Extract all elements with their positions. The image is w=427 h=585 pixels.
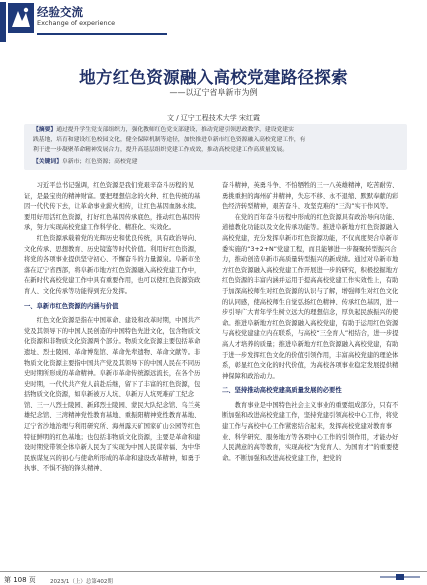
paragraph: 在党的百年奋斗历程中形成的红色资源具有政治导向功能、道德教化功能以及文化传承功能等。推进阜新地方红色资源融入高校党建，充分发挥阜新市红色资源功能，不仅真度契合阜新市委实施的“3+2+N”党建工程，而且能够进一步凝聚转型振兴合力，推动创造阜新市高质量转型振兴的新成绩。通过对阜新市地方红色资源融入高校党建工作开展进一步的研究，积极挖掘地方红色资源的丰富内涵并运用于提高高校党建工作实效性上，有助于加深高校师生对红色资源的认识与了解，增强师生对红色文化的认同感，使高校师生自觉弘扬红色精神、传承红色基因，进一步引导广大青年学生树立远大的理想信念，厚负起民族振兴的使命。推进阜新地方红色资源融入高校党建，有助于运用红色资源与高校党建建立内在联系，与高校“三全育人”相结合，进一步提高人才培养的质量；推进阜新地方红色资源融入高校党建，有助于进一步发挥红色文化的价值引领作用，丰富高校党建的理论体系，彰显红色文化的时代价值，为高校各项事业稳定发展提供精神保障和政治动力。 — [222, 213, 399, 380]
header-rule — [37, 33, 167, 35]
paragraph: 奋斗精神，英勇斗争、不怕牺牲的三一八英雄精神，吃苦耐劳、勇挑重担的海州矿井精神，失忘不移、永不退缩、默默奉献的彩色经济转型精神，艰苦奋斗、攻坚克难的“三沟”实干作风等。 — [222, 182, 399, 211]
paragraph: 红色文化资源是指在中国革命、建设和改革时期，中国共产党及其领导下的中国人民创造的中国特色先进文化，包含物质文化资源和非物质文化资源两个部分。物质文化资源主要包括革命遗址、烈士陵园、革命博览馆、革命先辈遗物、革命文献等。非物质文化资源主要指中国共产党及其领导下的中国人民在不同历史时期所形成的革命精神。阜新市革命传统源远流长，在各个历史时期，一代代共产党人前赴后继，留下了丰富的红色资源，包括物质文化资源，如阜新被万人坑、阜新万人坑死难矿工纪念馆、三一八烈士陵园、新邱烈士陵园、蒙民大队纪念馆、乌兰英雄纪念馆、三湾精神党性教育基地、重振阳精神党性教育基地、辽宁省沙地治理与利用研究所、海州露天矿国家矿山公园等红色特征鲜明的红色基地；也包括非物质文化资源，主要是革命和建设时期党带领全体阜新人民为了实现为中国人民谋幸福、为中华民族谋复兴的初心与使命所形成的革命和建设改革精神，如勇于执事、不惧不挠的锋头精神、 — [24, 317, 201, 473]
abstract-line-3: 利于进一步凝聚革命精神发展合力，提升高基层组织党建工作成效，推动高校党建工作高质量发展。 — [33, 147, 289, 153]
body-column-left — [24, 181, 206, 563]
column-logo-icon — [8, 3, 34, 33]
abstract-line-1 — [33, 125, 399, 135]
article-author: 文 / 辽宁工程技术大学 宋红霞 — [166, 114, 261, 122]
abstract-text-1: 通过提升学生党支部组织力，强化教师红色党支部建设，推动党建引领思政教学，建设党建实 — [56, 127, 294, 133]
page-number: 第 108 页 — [4, 576, 36, 584]
footer-ornament-icon — [380, 572, 420, 582]
column-accent-bar — [0, 2, 6, 42]
paragraph: 红色资源承载着党的光辉历史和优良传统，具有政治导向、文化传承、思想教育、历史镜鉴等时代价值。利用好红色资源，将党的各项事业提供坚守初心、不懈奋斗的力量源泉。阜新市坐落在辽宁省西部，将阜新市地方红色资源融入高校党建工作中，在新时代高校党建工作中具有重要作用，也可以使红色资源资政育人、文化传承等功能得到充分发挥。 — [24, 234, 201, 295]
column-name-en: Exchange of experience — [37, 19, 116, 27]
column-heading — [37, 5, 217, 28]
column-name-cn: 经验交流 — [37, 5, 83, 19]
section-heading: 二、坚持推动高校党建高质量发展的必要性 — [222, 387, 342, 395]
abstract-line-2: 践基地，培育和建设红色校园文化，健全保障机制等途径，加快推进阜新市红色资源融入高校党建工作，有 — [33, 137, 306, 143]
body-column-right — [222, 181, 404, 563]
keywords-line — [33, 157, 399, 167]
keywords-text: 阜新市；红色资源；高校党建 — [62, 159, 138, 165]
paragraph: 习近平总书记强调，红色资源是我们党艰辛奋斗历程的见证，是最宝贵的精神财富。要把理想信念的火种、红色传统的基因一代代传下去，让革命事业薪火相传，让红色基因血脉永续。要用好用活红色资源，打好红色基因传承底色，推动红色基因传承，努力实现高校党建工作科学化、精准化、实效化。 — [24, 182, 201, 232]
issue-info: 2023/1（上）总第402期 — [50, 579, 113, 585]
article-subtitle: ——以辽宁省阜新市为例 — [169, 88, 258, 97]
keywords-label: 【关键词】 — [33, 159, 62, 165]
article-title: 地方红色资源融入高校党建路径探索 — [79, 68, 348, 87]
abstract-label: 【摘要】 — [33, 127, 57, 133]
paragraph: 教育事业是中国特色社会主义事业的重要组成部分，只有不断加强和改进高校党建工作，坚持党建引领高校中心工作，将党建工作与高校中心工作紧密结合起来，发挥高校党建对教育事业、科学研究、服务地方等各项中心工作的引领作用，才能办好人民满意的高等教育，实现高校“为党育人、为国育才”的重要使命。不断加强和改进高校党建工作，把党的 — [222, 401, 399, 462]
section-heading: 一、阜新市红色资源的内涵与价值 — [24, 302, 119, 310]
footer-rule — [0, 571, 427, 572]
